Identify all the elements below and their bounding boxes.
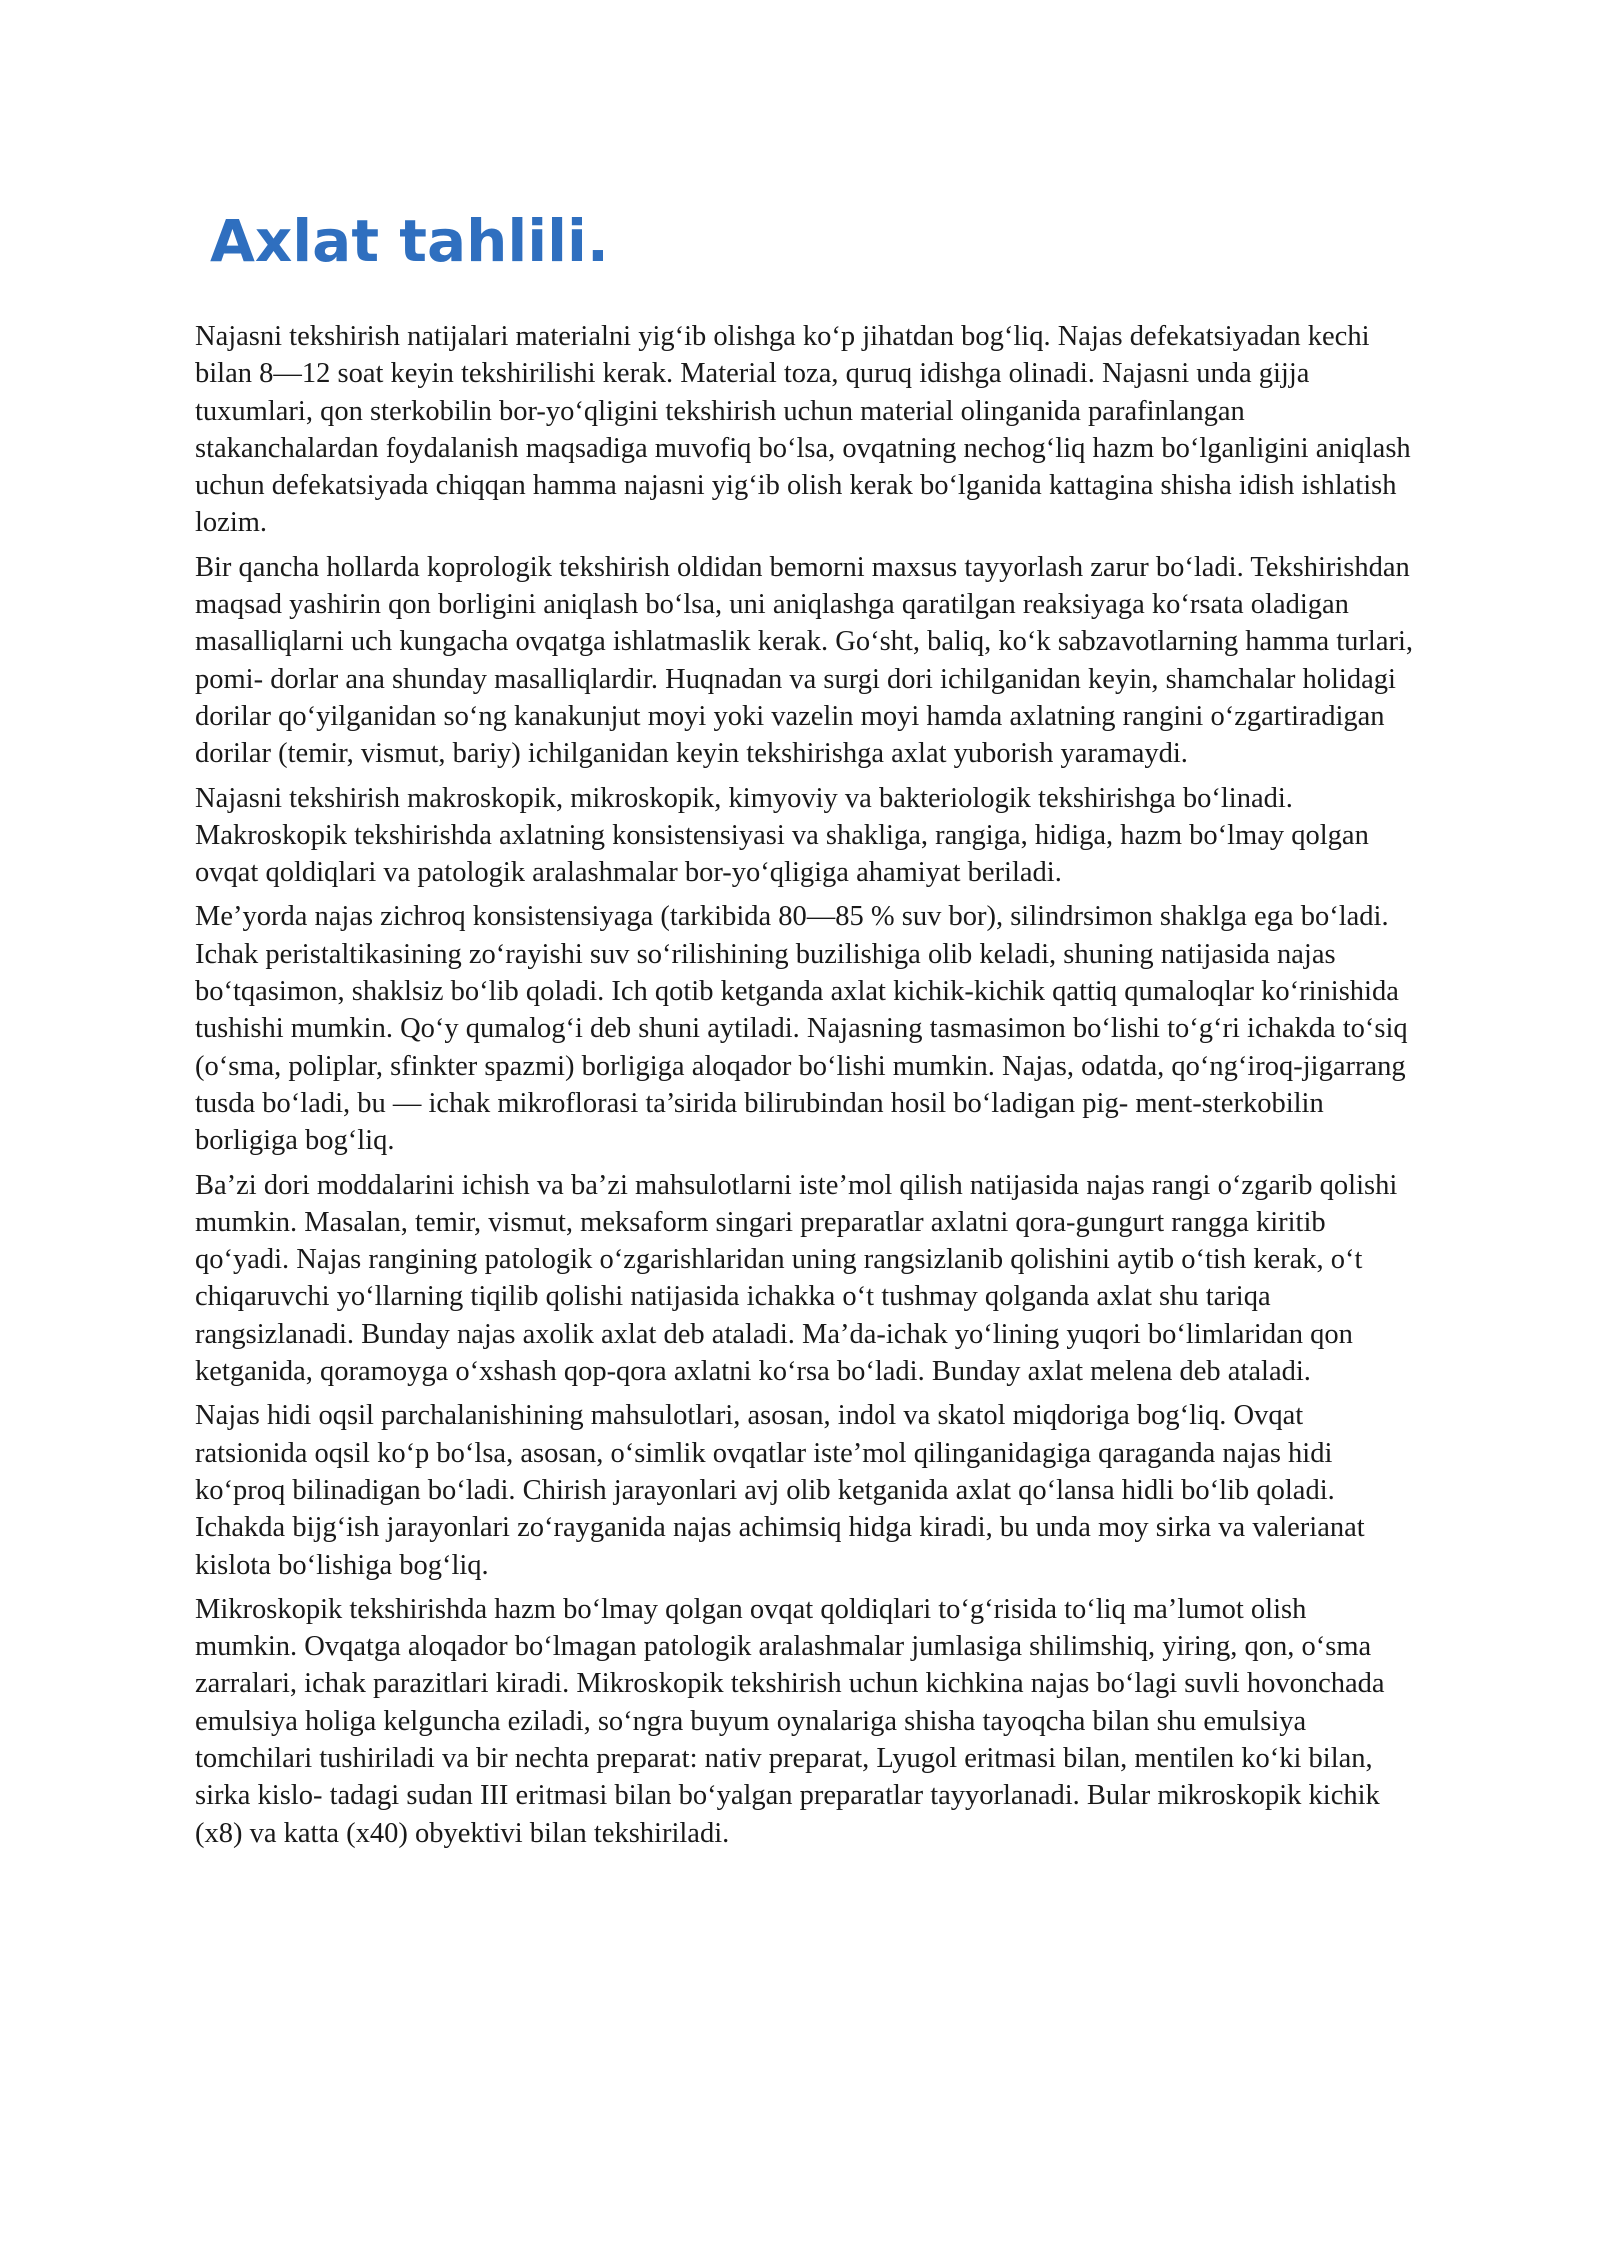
paragraph: Najasni tekshirish natijalari materialni yig‘ib olishga ko‘p jihatdan bog‘liq. Najas defekatsiyadan kechi bilan 8—12 soat keyin tekshirilishi kerak. Material toza, quruq idishga olinadi. Najasni unda gijja tuxumlari, qon sterkobilin bor-yo‘qligini tekshirish uchun material olinganida parafinlangan stakanchalardan foydalanish maqsadiga muvofiq bo‘lsa, ovqatning nechog‘liq hazm bo‘lganligini aniqlash uchun defekatsiyada chiqqan hamma najasni yig‘ib olish kerak bo‘lganida kattagina shisha idish ishlatish lozim. <box>195 321 1411 539</box>
paragraph: Najas hidi oqsil parchalanishining mahsulotlari, asosan, indol va skatol miqdoriga bog‘liq. Ovqat ratsionida oqsil ko‘p bo‘lsa, asosan, o‘simlik ovqatlar iste’mol qilinganidagiga qaraganda najas hidi ko‘proq bilinadigan bo‘ladi. Chirish jarayonlari avj olib ketganida axlat qo‘lansa hidli bo‘lib qoladi. Ichakda bijg‘ish jarayonlari zo‘rayganida najas achimsiq hidga kiradi, bu unda moy sirka va valerianat kislota bo‘lishiga bog‘liq. <box>195 1400 1365 1581</box>
document-body <box>195 318 1415 1859</box>
paragraph: Bir qancha hollarda koprologik tekshirish oldidan bemorni maxsus tayyorlash zarur bo‘ladi. Tekshirishdan maqsad yashirin qon borligini aniqlash bo‘lsa, uni aniqlashga qaratilgan reaksiyaga ko‘rsata oladigan masalliqlarni uch kungacha ovqatga ishlatmaslik kerak. Go‘sht, baliq, ko‘k sabzavotlarning hamma turlari, pomi- dorlar ana shunday masalliqlardir. Huqnadan va surgi dori ichilganidan keyin, shamchalar holidagi dorilar qo‘yilganidan so‘ng kanakunjut moyi yoki vazelin moyi hamda axlatning rangini o‘zgartiradigan dorilar (temir, vismut, bariy) ichilganidan keyin tekshirishga axlat yuborish yaramaydi. <box>195 551 1414 770</box>
paragraph: Ba’zi dori moddalarini ichish va ba’zi mahsulotlarni iste’mol qilish natijasida najas rangi o‘zgarib qolishi mumkin. Masalan, temir, vismut, meksaform singari preparatlar axlatni qora-gungurt rangga kiritib qo‘yadi. Najas rangining patologik o‘zgarishlaridan uning rangsizlanib qolishini aytib o‘tish kerak, o‘t chiqaruvchi yo‘llarning tiqilib qolishi natijasida ichakka o‘t tushmay qolganda axlat shu tariqa rangsizlanadi. Bunday najas axolik axlat deb ataladi. Ma’da-ichak yo‘lining yuqori bo‘limlaridan qon ketganida, qoramoyga o‘xshash qop-qora axlatni ko‘rsa bo‘ladi. Bunday axlat melena deb ataladi. <box>195 1169 1398 1388</box>
page-title: Axlat tahlili. <box>210 207 609 275</box>
paragraph: Mikroskopik tekshirishda hazm bo‘lmay qolgan ovqat qoldiqlari to‘g‘risida to‘liq ma’lumot olish mumkin. Ovqatga aloqador bo‘lmagan patologik aralashmalar jumlasiga shilimshiq, yiring, qon, o‘sma zarralari, ichak parazitlari kiradi. Mikroskopik tekshirish uchun kichkina najas bo‘lagi suvli hovonchada emulsiya holiga kelguncha eziladi, so‘ngra buyum oynalariga shisha tayoqcha bilan shu emulsiya tomchilari tushiriladi va bir nechta preparat: nativ preparat, Lyugol eritmasi bilan, mentilen ko‘ki bilan, sirka kislo- tadagi sudan III eritmasi bilan bo‘yalgan preparatlar tayyorlanadi. Bular mikroskopik kichik (x8) va katta (x40) obyektivi bilan tekshiriladi. <box>195 1593 1385 1849</box>
paragraph: Me’yorda najas zichroq konsistensiyaga (tarkibida 80—85 % suv bor), silindrsimon shaklga ega bo‘ladi. Ichak peristaltikasining zo‘rayishi suv so‘rilishining buzilishiga olib keladi, shuning natijasida najas bo‘tqasimon, shaklsiz bo‘lib qoladi. Ich qotib ketganda axlat kichik-kichik qattiq qumaloqlar ko‘rinishida tushishi mumkin. Qo‘y qumalog‘i deb shuni aytiladi. Najasning tasmasimon bo‘lishi to‘g‘ri ichakda to‘siq (o‘sma, poliplar, sfinkter spazmi) borligiga aloqador bo‘lishi mumkin. Najas, odatda, qo‘ng‘iroq-jigarrang tusda bo‘ladi, bu — ichak mikroflorasi ta’sirida bilirubindan hosil bo‘ladigan pig- ment-sterkobilin borligiga bog‘liq. <box>195 901 1408 1157</box>
paragraph: Najasni tekshirish makroskopik, mikroskopik, kimyoviy va bakteriologik tekshirishga bo‘linadi. Makroskopik tekshirishda axlatning konsistensiyasi va shakliga, rangiga, hidiga, hazm bo‘lmay qolgan ovqat qoldiqlari va patologik aralashmalar bor-yo‘qligiga ahamiyat beriladi. <box>195 782 1369 889</box>
